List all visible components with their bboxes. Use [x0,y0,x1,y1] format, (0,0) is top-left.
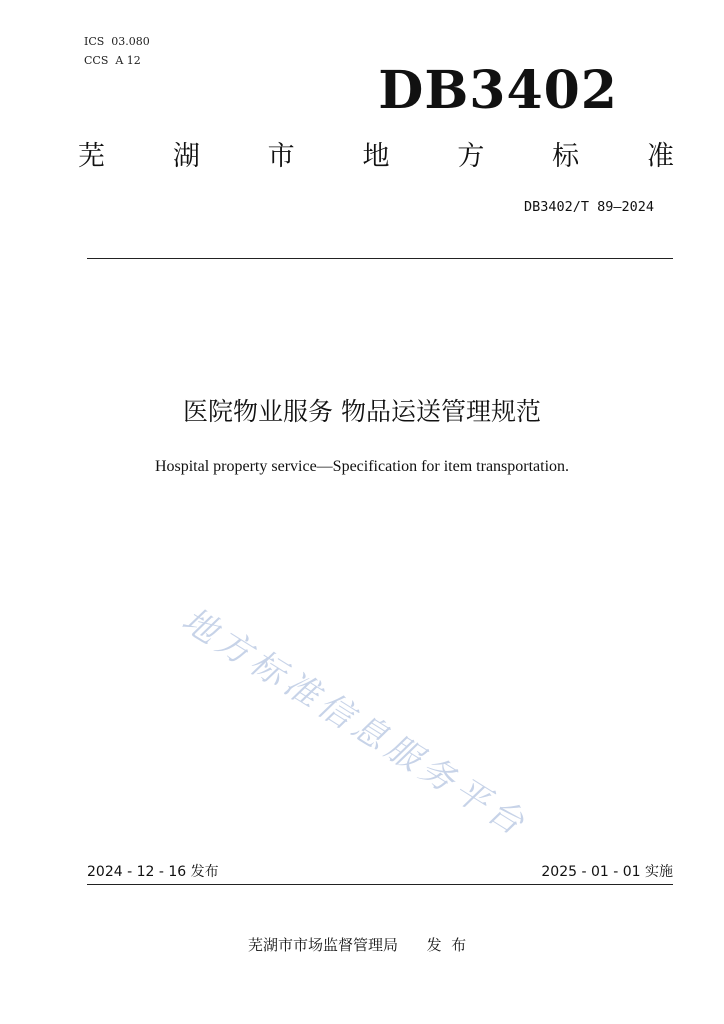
standard-type-char: 方 [457,141,485,172]
document-title-english: Hospital property service—Specification for item transportation. [154,458,570,475]
standard-type-heading [78,138,674,176]
header-divider [87,258,673,259]
db-logo-code: DB3402 [378,60,618,121]
standard-type-char: 地 [362,141,390,172]
publisher: 芜湖市市场监督管理局 发 布 [248,936,467,954]
standard-type-char: 准 [646,141,674,172]
standard-type-char: 芜 [78,141,105,172]
implementation-date: 2025 - 01 - 01 实施 [541,864,673,880]
ics-code: ICS 03.080 [84,35,150,48]
standard-type-char: 市 [267,141,295,172]
standard-number: DB3402/T 89—2024 [523,199,654,215]
document-title-chinese: 医院物业服务 物品运送管理规范 [183,397,541,426]
footer-divider [87,884,673,885]
standard-type-char: 湖 [172,141,200,172]
standard-type-char: 标 [552,141,580,172]
ccs-code: CCS A 12 [84,54,141,67]
watermark-text: 地方标准信息服务平台 [174,600,536,846]
issue-date: 2024 - 12 - 16 发布 [87,864,219,880]
